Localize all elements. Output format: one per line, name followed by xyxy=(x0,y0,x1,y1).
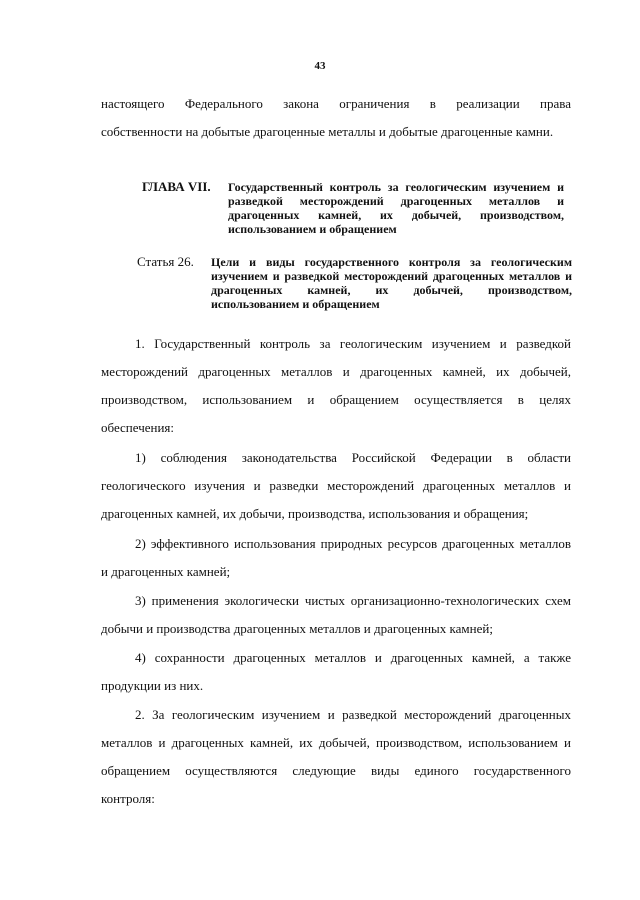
chapter-title-line: разведкой месторождений драгоценных металлов и xyxy=(228,194,564,208)
text-line: геологического изучения и разведки месторождений драгоценных металлов и xyxy=(101,478,571,493)
text-line: и драгоценных камней; xyxy=(101,564,231,579)
intro-paragraph xyxy=(101,90,571,146)
paragraph-1 xyxy=(101,330,571,442)
paragraph-1-item-2 xyxy=(101,530,571,586)
article-title-line: изучением и разведкой месторождений драгоценных металлов и xyxy=(211,269,572,283)
paragraph-2 xyxy=(101,701,571,813)
paragraph-1-item-4 xyxy=(101,644,571,700)
text-line: контроля: xyxy=(101,791,155,806)
article-title-line: использованием и обращением xyxy=(211,297,380,311)
text-line: продукции из них. xyxy=(101,678,204,693)
text-line: 2) эффективного использования природных ресурсов драгоценных металлов xyxy=(135,536,571,551)
article-label: Статья 26. xyxy=(137,254,194,269)
chapter-title-line: драгоценных камней, их добычей, производством, xyxy=(228,208,564,222)
paragraph-1-item-3 xyxy=(101,587,571,643)
text-line: 1) соблюдения законодательства Российской Федерации в области xyxy=(135,450,571,465)
article-title-line: Цели и виды государственного контроля за геологическим xyxy=(211,255,572,269)
text-line: 4) сохранности драгоценных металлов и драгоценных камней, а также xyxy=(135,650,571,665)
text-line: производством, использованием и обращением осуществляется в целях xyxy=(101,392,571,407)
text-line: 2. За геологическим изучением и разведкой месторождений драгоценных xyxy=(135,707,571,722)
chapter-title-line: использованием и обращением xyxy=(228,222,397,236)
chapter-title xyxy=(228,180,564,236)
text-line: добычи и производства драгоценных металлов и драгоценных камней; xyxy=(101,621,493,636)
text-line: 3) применения экологически чистых организационно-технологических схем xyxy=(135,593,571,608)
chapter-label: ГЛАВА VII. xyxy=(142,179,211,194)
text-line: металлов и драгоценных камней, их добычей, производством, использованием и xyxy=(101,735,571,750)
text-line: обеспечения: xyxy=(101,420,175,435)
chapter-title-line: Государственный контроль за геологическим изучением и xyxy=(228,180,564,194)
text-line: 1. Государственный контроль за геологическим изучением и разведкой xyxy=(135,336,571,351)
page-number: 43 xyxy=(314,60,326,72)
text-line: настоящего Федерального закона ограничения в реализации права xyxy=(101,96,571,111)
text-line: собственности на добытые драгоценные металлы и добытые драгоценные камни. xyxy=(101,124,554,139)
text-line: драгоценных камней, их добычи, производства, использования и обращения; xyxy=(101,506,529,521)
text-line: месторождений драгоценных металлов и драгоценных камней, их добычей, xyxy=(101,364,571,379)
article-title xyxy=(211,255,572,311)
article-title-line: драгоценных камней, их добычей, производством, xyxy=(211,283,572,297)
text-line: обращением осуществляются следующие виды единого государственного xyxy=(101,763,571,778)
paragraph-1-item-1 xyxy=(101,444,571,528)
